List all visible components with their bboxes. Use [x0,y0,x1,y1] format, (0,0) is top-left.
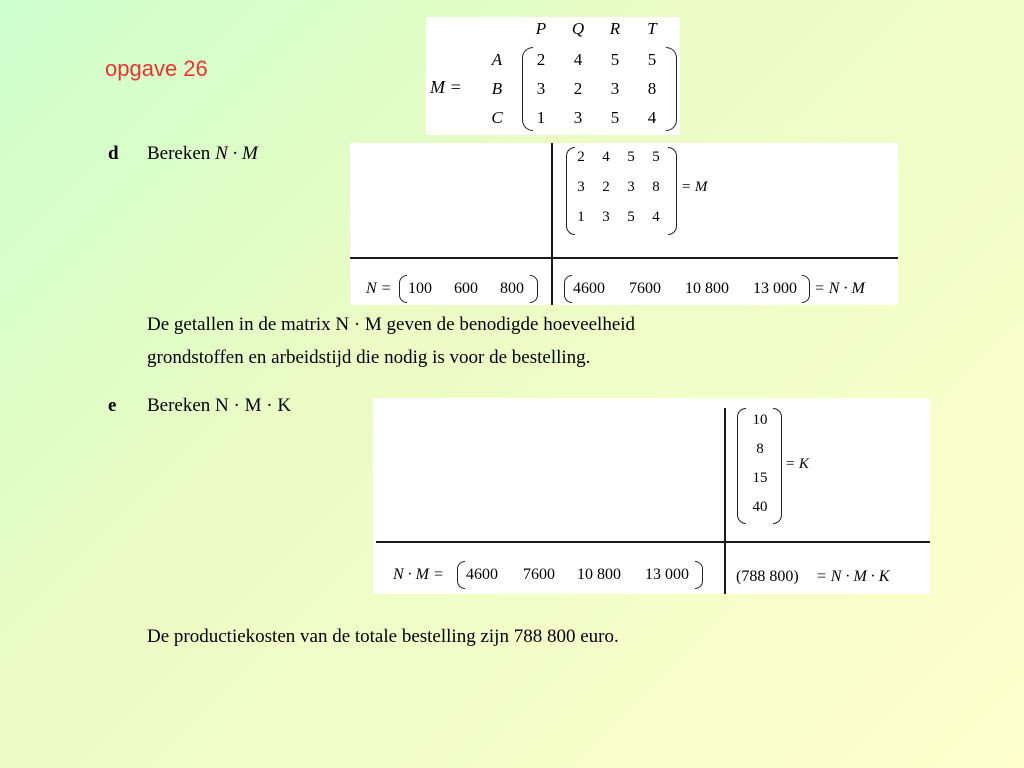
n-value: 100 [408,280,432,297]
left-bracket [399,275,407,303]
row-header: A [491,50,503,69]
matrix-cell: 3 [536,79,546,98]
matrix-cell: 5 [610,108,620,127]
matrix-cell: 2 [536,50,546,69]
matrix-cell: 1 [577,209,585,225]
right-bracket [802,275,810,303]
part-d-scheme [350,143,898,305]
col-header: P [535,19,547,38]
matrix-m-label: M = [430,77,462,97]
right-bracket [666,47,677,131]
col-header: T [647,19,657,38]
scheme-horizontal-line [350,257,898,259]
matrix-cell: 1 [536,108,546,127]
result-value: 4600 [573,280,605,297]
part-e-prompt: Bereken N · M · K [147,395,292,416]
right-bracket [530,275,538,303]
final-result-value: (788 800) [736,568,799,585]
matrix-cell: 3 [577,179,585,195]
part-e-conclusion: De productiekosten van de totale bestelling zijn 788 800 euro. [147,626,619,647]
k-value: 15 [752,470,768,486]
part-e-scheme [373,398,930,594]
part-e-letter: e [108,395,117,416]
nm-value: 13 000 [645,566,689,583]
k-value: 40 [752,499,768,515]
matrix-cell: 4 [602,149,610,165]
part-d-explanation-1: De getallen in de matrix N · M geven de benodigde hoeveelheid [147,314,636,335]
result-value: 10 800 [685,280,729,297]
matrix-cell: 2 [573,79,583,98]
matrix-cell: 4 [652,209,660,225]
col-header: Q [571,19,585,38]
result-value: 13 000 [753,280,797,297]
nm-value: 4600 [466,566,498,583]
part-d-expr: N · M [215,143,258,164]
matrix-eq-label: = M [681,179,708,195]
nm-value: 7600 [523,566,555,583]
result-eq-label: = N · M [814,280,865,297]
matrix-m-block [426,17,680,135]
matrix-cell: 4 [573,50,583,69]
matrix-cell: 5 [647,50,657,69]
scheme-vertical-line [724,408,726,594]
result-value: 7600 [629,280,661,297]
k-value: 8 [756,441,764,457]
part-d-prompt-text: Bereken [147,143,211,164]
row-header: B [491,79,503,98]
col-header: R [609,19,621,38]
matrix-cell: 5 [610,50,620,69]
matrix-cell: 3 [602,209,610,225]
right-bracket [695,561,703,589]
left-bracket [564,275,572,303]
k-eq-label: = K [785,456,809,472]
matrix-cell: 8 [647,79,657,98]
matrix-cell: 8 [652,179,660,195]
matrix-cell: 3 [627,179,635,195]
matrix-cell: 3 [573,108,583,127]
nm-value: 10 800 [577,566,621,583]
matrix-cell: 4 [647,108,657,127]
matrix-cell: 2 [577,149,585,165]
scheme-horizontal-line [376,541,930,543]
scheme-vertical-line [551,143,553,305]
k-value: 10 [752,412,768,428]
n-label: N = [366,280,392,297]
nm-label: N · M = [393,566,444,583]
n-value: 800 [500,280,524,297]
matrix-cell: 5 [627,149,635,165]
left-bracket [457,561,465,589]
matrix-cell: 5 [627,209,635,225]
part-d-explanation-2: grondstoffen en arbeidstijd die nodig is voor de bestelling. [147,347,591,368]
part-d-letter: d [108,143,119,164]
matrix-cell: 2 [602,179,610,195]
row-header: C [491,108,503,127]
slide-title: opgave 26 [105,56,208,81]
right-bracket [668,147,677,235]
n-value: 600 [454,280,478,297]
matrix-cell: 5 [652,149,660,165]
part-d-prompt [147,143,258,165]
matrix-cell: 3 [610,79,620,98]
final-result-eq-label: = N · M · K [816,568,890,585]
